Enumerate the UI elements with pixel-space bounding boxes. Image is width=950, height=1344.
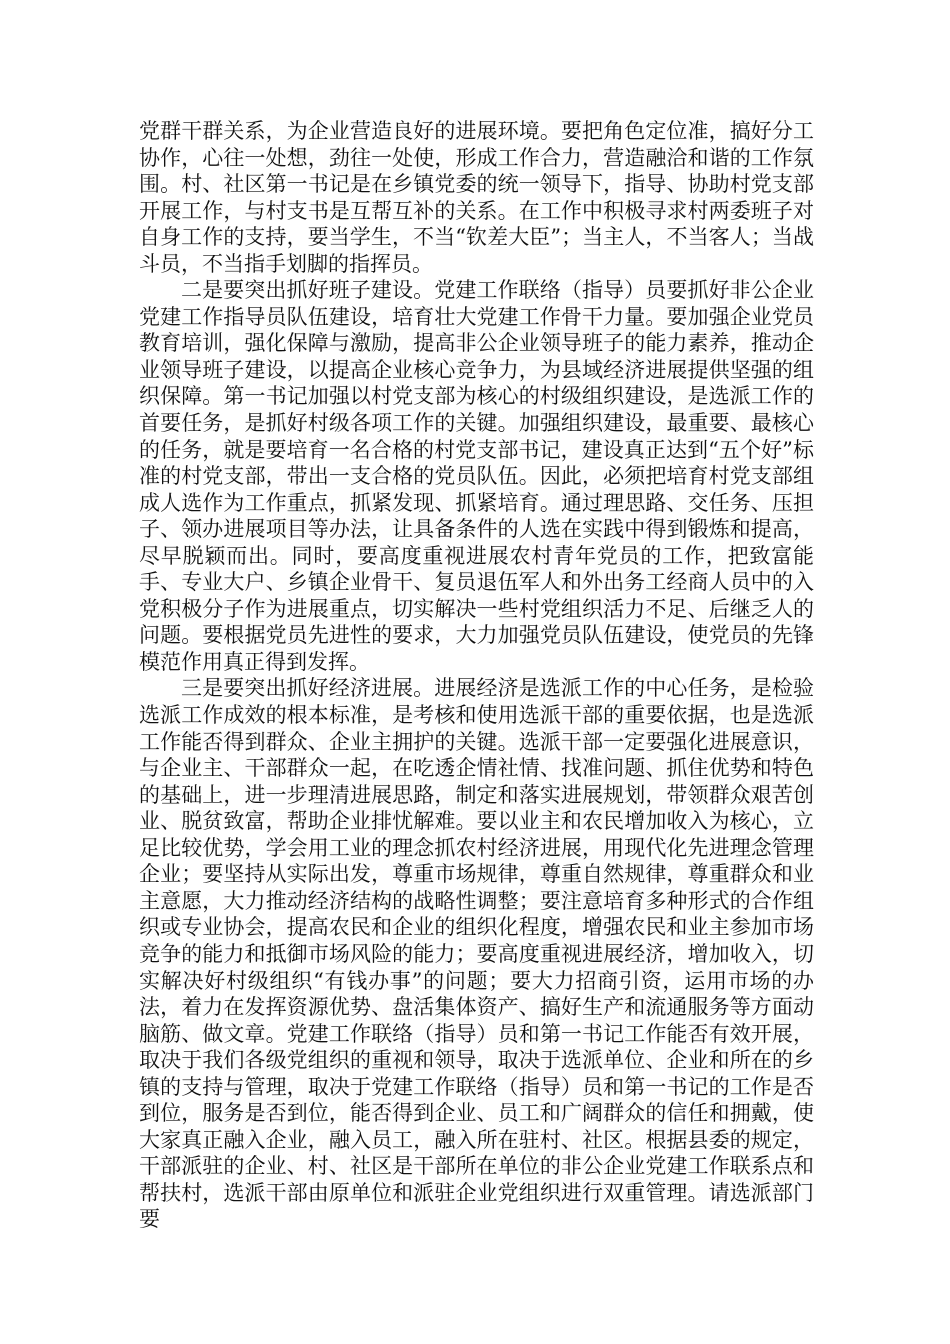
document-body [139,118,814,1233]
paragraph-team-building: 二是要突出抓好班子建设。党建工作联络（指导）员要抓好非公企业党建工作指导员队伍建设，培育壮大党建工作骨干力量。要加强企业党员教育培训，强化保障与激励，提高非公企业领导班子的能力素养，推动企业领导班子建设，以提高企业核心竞争力，为县域经济进展提供坚强的组织保障。第一书记加强以村党支部为核心的村级组织建设，是选派工作的首要任务，是抓好村级各项工作的关键。加强组织建设，最重要、最核心的任务，就是要培育一名合格的村党支部书记，建设真正达到“五个好”标准的村党支部，带出一支合格的党员队伍。因此，必须把培育村党支部组成人选作为工作重点，抓紧发现、抓紧培育。通过理思路、交任务、压担子、领办进展项目等办法，让具备条件的人选在实践中得到锻炼和提高，尽早脱颖而出。同时，要高度重视进展农村青年党员的工作，把致富能手、专业大户、乡镇企业骨干、复员退伍军人和外出务工经商人员中的入党积极分子作为进展重点，切实解决一些村党组织活力不足、后继乏人的问题。要根据党员先进性的要求，大力加强党员队伍建设，使党员的先锋模范作用真正得到发挥。 [139,278,814,674]
paragraph-party-relations: 党群干群关系，为企业营造良好的进展环境。要把角色定位准，搞好分工协作，心往一处想，劲往一处使，形成工作合力，营造融洽和谐的工作氛围。村、社区第一书记是在乡镇党委的统一领导下，指导、协助村党支部开展工作，与村支书是互帮互补的关系。在工作中积极寻求村两委班子对自身工作的支持，要当学生，不当“钦差大臣”；当主人，不当客人；当战斗员，不当指手划脚的指挥员。 [139,119,814,276]
paragraph-economic-development: 三是要突出抓好经济进展。进展经济是选派工作的中心任务，是检验选派工作成效的根本标准，是考核和使用选派干部的重要依据，也是选派工作能否得到群众、企业主拥护的关键。选派干部一定要强化进展意识，与企业主、干部群众一起，在吃透企情社情、找准问题、抓住优势和特色的基础上，进一步理清进展思路，制定和落实进展规划，带领群众艰苦创业、脱贫致富，帮助企业排忧解难。要以业主和农民增加收入为核心，立足比较优势，学会用工业的理念抓农村经济进展，用现代化先进理念管理企业；要坚持从实际出发，尊重市场规律，尊重自然规律，尊重群众和业主意愿，大力推动经济结构的战略性调整；要注意培育多种形式的合作组织或专业协会，提高农民和企业的组织化程度，增强农民和业主参加市场竞争的能力和抵御市场风险的能力；要高度重视进展经济，增加收入，切实解决好村级组织“有钱办事”的问题；要大力招商引资，运用市场的办法，着力在发挥资源优势、盘活集体资产、搞好生产和流通服务等方面动脑筋、做文章。党建工作联络（指导）员和第一书记工作能否有效开展，取决于我们各级党组织的重视和领导，取决于选派单位、企业和所在的乡镇的支持与管理，取决于党建工作联络（指导）员和第一书记的工作是否到位，服务是否到位，能否得到企业、员工和广阔群众的信任和拥戴，使大家真正融入企业，融入员工，融入所在驻村、社区。根据县委的规定，干部派驻的企业、村、社区是干部所在单位的非公企业党建工作联系点和帮扶村，选派干部由原单位和派驻企业党组织进行双重管理。请选派部门要 [139,676,814,1232]
